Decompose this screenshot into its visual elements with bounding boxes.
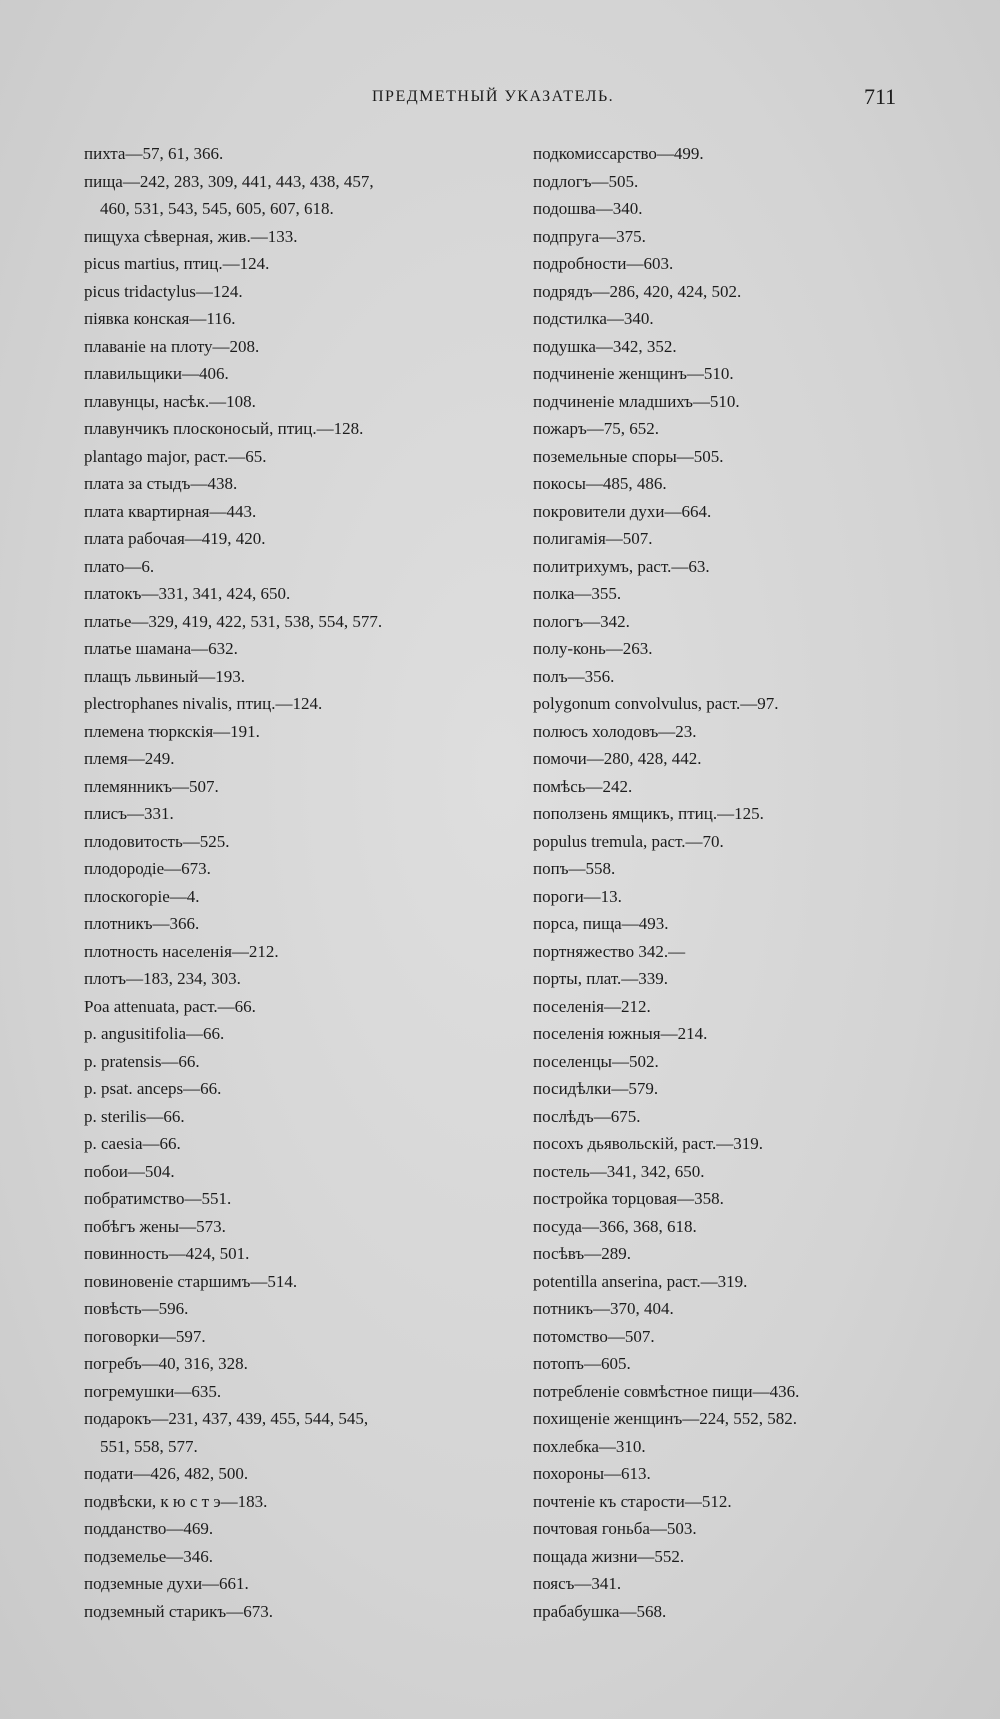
- index-entry: портняжество 342.—: [533, 941, 686, 961]
- index-entry: 460, 531, 543, 545, 605, 607, 618.: [100, 199, 334, 218]
- index-entry: подушка—342, 352.: [533, 336, 677, 356]
- index-entry: Poa attenuata, раст.—66.: [84, 996, 256, 1016]
- index-entry: полка—355.: [533, 584, 622, 603]
- index-entry: picus martius, птиц.—124.: [84, 254, 270, 273]
- index-entry: подрядъ—286, 420, 424, 502.: [533, 281, 742, 301]
- index-entry: платокъ—331, 341, 424, 650.: [84, 584, 291, 603]
- index-entry: племя—249.: [84, 749, 175, 768]
- index-entry: плотникъ—366.: [84, 914, 200, 933]
- index-entry: пороги—13.: [533, 886, 622, 906]
- index-entry: повинность—424, 501.: [84, 1244, 250, 1263]
- index-entry: подробности—603.: [533, 254, 674, 273]
- index-entry: почтеніе къ старости—512.: [533, 1491, 732, 1511]
- index-entry: погремушки—635.: [84, 1381, 222, 1401]
- index-entry: подарокъ—231, 437, 439, 455, 544, 545,: [84, 1409, 369, 1428]
- index-entry: подчиненіе младшихъ—510.: [533, 391, 740, 411]
- index-entry: поползень ямщикъ, птиц.—125.: [533, 804, 764, 823]
- index-entry: посидѣлки—579.: [533, 1079, 659, 1098]
- index-entry: побратимство—551.: [84, 1189, 232, 1208]
- index-entry: плоскогоріе—4.: [84, 886, 200, 906]
- index-entry: подземные духи—661.: [84, 1574, 249, 1593]
- index-entry: плотность населенія—212.: [84, 941, 279, 961]
- index-entry: посохъ дьявольскій, раст.—319.: [533, 1134, 764, 1153]
- index-entry: плата квартирная—443.: [84, 501, 257, 521]
- index-entry: подпруга—375.: [533, 226, 646, 246]
- index-entry: потребленіе совмѣстное пищи—436.: [533, 1381, 800, 1401]
- index-entry: пищуха сѣверная, жив.—133.: [84, 226, 298, 246]
- index-entry: плисъ—331.: [84, 804, 174, 823]
- index-entry: помѣсь—242.: [533, 776, 633, 796]
- index-entry: попъ—558.: [533, 859, 616, 878]
- page-number: 711: [864, 84, 897, 109]
- index-entry: потопъ—605.: [533, 1354, 631, 1373]
- index-entry: пощада жизни—552.: [533, 1546, 685, 1566]
- index-entry: поселенцы—502.: [533, 1051, 659, 1071]
- index-entry: порты, плат.—339.: [533, 969, 669, 988]
- index-entry: плато—6.: [84, 556, 155, 576]
- index-entry: повѣсть—596.: [84, 1299, 189, 1318]
- index-entry: поселенія южныя—214.: [533, 1024, 708, 1043]
- index-entry: пихта—57, 61, 366.: [84, 144, 224, 163]
- index-entry: подлогъ—505.: [533, 171, 639, 191]
- index-entry: пожаръ—75, 652.: [533, 419, 660, 438]
- index-entry: племена тюркскія—191.: [84, 721, 260, 741]
- index-entry: p. psat. anceps—66.: [84, 1079, 222, 1098]
- index-entry: плавильщики—406.: [84, 364, 229, 383]
- index-entry: покосы—485, 486.: [533, 474, 667, 493]
- index-entry: плавунцы, насѣк.—108.: [84, 391, 256, 411]
- index-entry: плодовитость—525.: [84, 831, 230, 851]
- index-entry: polygonum convolvulus, раст.—97.: [533, 694, 779, 713]
- index-entry: подкомиссарство—499.: [533, 144, 704, 163]
- index-entry: платье шамана—632.: [84, 639, 238, 658]
- index-entry: политрихумъ, раст.—63.: [533, 556, 710, 576]
- index-entry: подошва—340.: [533, 199, 643, 218]
- index-entry: постель—341, 342, 650.: [533, 1161, 705, 1181]
- index-entry: пологъ—342.: [533, 611, 630, 631]
- index-entry: похлебка—310.: [533, 1436, 646, 1456]
- index-entry: поговорки—597.: [84, 1326, 206, 1346]
- index-entry: plantago major, раст.—65.: [84, 446, 267, 466]
- index-entry: постройка торцовая—358.: [533, 1189, 724, 1208]
- index-entry: плащъ львиный—193.: [84, 666, 245, 686]
- index-entry: плаваніе на плоту—208.: [84, 336, 260, 356]
- index-entry: плата рабочая—419, 420.: [84, 529, 266, 548]
- index-entry: picus tridactylus—124.: [84, 281, 243, 301]
- index-entry: поясъ—341.: [533, 1574, 622, 1593]
- index-entry: поселенія—212.: [533, 996, 651, 1016]
- index-entry: подвѣски, к ю с т э—183.: [84, 1491, 268, 1511]
- index-entry: полигамія—507.: [533, 529, 653, 548]
- index-entry: плавунчикъ плосконосый, птиц.—128.: [84, 419, 364, 438]
- index-entry: p. sterilis—66.: [84, 1106, 185, 1126]
- index-entry: помочи—280, 428, 442.: [533, 749, 702, 768]
- index-entry: повиновеніе старшимъ—514.: [84, 1271, 298, 1291]
- index-entry: побѣгъ жены—573.: [84, 1216, 226, 1236]
- index-entry: подземный старикъ—673.: [84, 1601, 273, 1621]
- index-entry: полюсъ холодовъ—23.: [533, 721, 697, 741]
- index-entry: похороны—613.: [533, 1464, 651, 1483]
- index-entry: похищеніе женщинъ—224, 552, 582.: [533, 1409, 798, 1428]
- index-entry: potentilla anserina, раст.—319.: [533, 1271, 748, 1291]
- index-entry: поземельные споры—505.: [533, 446, 724, 466]
- index-entry: покровители духи—664.: [533, 501, 712, 521]
- index-entry: племянникъ—507.: [84, 776, 219, 796]
- index-entry: плата за стыдъ—438.: [84, 474, 238, 493]
- index-entry: 551, 558, 577.: [100, 1436, 198, 1456]
- index-entry: платье—329, 419, 422, 531, 538, 554, 577.: [84, 611, 383, 631]
- index-entry: подчиненіе женщинъ—510.: [533, 364, 734, 383]
- index-entry: піявка конская—116.: [84, 309, 236, 328]
- index-entry: p. pratensis—66.: [84, 1051, 200, 1071]
- index-entry: потомство—507.: [533, 1326, 655, 1346]
- index-entry: p. caesia—66.: [84, 1134, 181, 1153]
- index-column-right: [533, 140, 973, 1625]
- index-entry: побои—504.: [84, 1161, 175, 1181]
- index-entry: полъ—356.: [533, 666, 615, 686]
- index-entry: подземелье—346.: [84, 1546, 214, 1566]
- index-entry: потникъ—370, 404.: [533, 1299, 674, 1318]
- index-entry: подданство—469.: [84, 1519, 214, 1538]
- index-entry: прабабушка—568.: [533, 1601, 667, 1621]
- index-entry: p. angusitifolia—66.: [84, 1024, 225, 1043]
- index-entry: populus tremula, раст.—70.: [533, 831, 724, 851]
- running-header-title: ПРЕДМЕТНЫЙ УКАЗАТЕЛЬ.: [372, 88, 615, 105]
- index-entry: плотъ—183, 234, 303.: [84, 969, 241, 988]
- index-entry: подати—426, 482, 500.: [84, 1464, 249, 1483]
- index-entry: плодородіе—673.: [84, 859, 211, 878]
- index-entry: посѣвъ—289.: [533, 1244, 631, 1263]
- index-entry: plectrophanes nivalis, птиц.—124.: [84, 694, 323, 713]
- index-entry: полу-конь—263.: [533, 639, 653, 658]
- index-column-left: [84, 140, 499, 1625]
- index-entry: подстилка—340.: [533, 309, 654, 328]
- index-entry: послѣдъ—675.: [533, 1106, 641, 1126]
- index-entry: порса, пища—493.: [533, 914, 669, 933]
- index-entry: пища—242, 283, 309, 441, 443, 438, 457,: [84, 171, 374, 191]
- index-entry: почтовая гоньба—503.: [533, 1519, 697, 1538]
- index-entry: посуда—366, 368, 618.: [533, 1216, 697, 1236]
- index-entry: погребъ—40, 316, 328.: [84, 1354, 248, 1373]
